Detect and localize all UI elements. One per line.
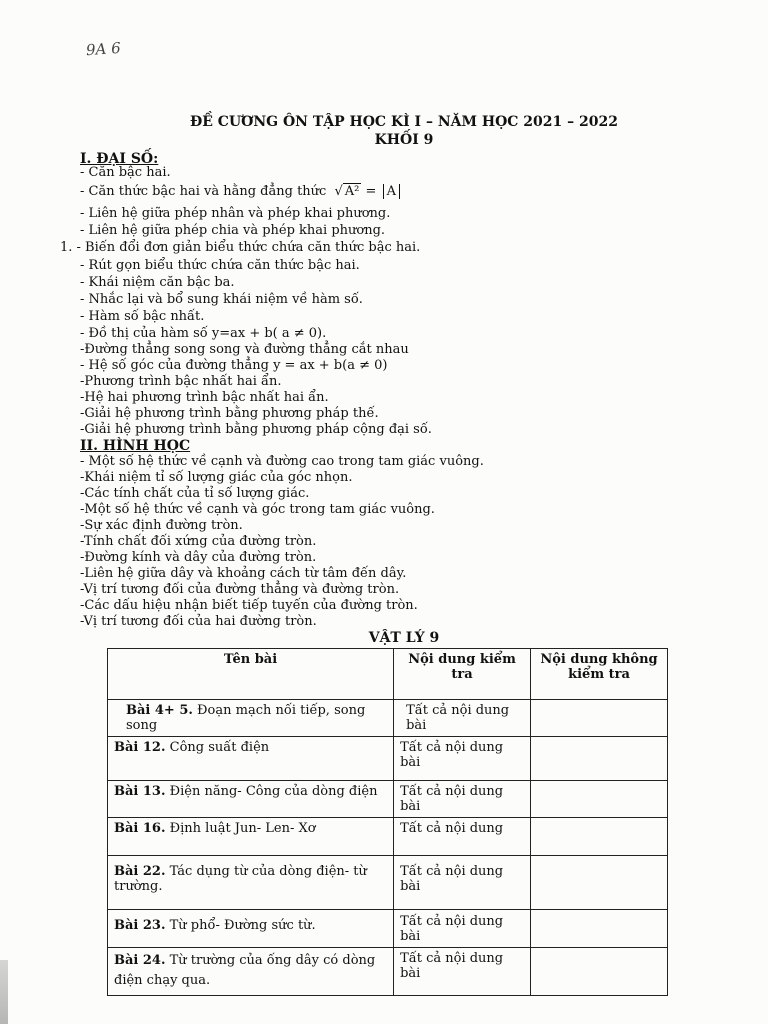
algebra-item-text: - Căn thức bậc hai và hằng đẳng thức <box>80 184 327 199</box>
table-row <box>108 737 668 781</box>
lesson-cell <box>108 818 394 856</box>
content-cell: Tất cả nội dung bài <box>394 700 531 737</box>
scan-edge <box>0 960 8 1024</box>
algebra-item: - Liên hệ giữa phép nhân và phép khai phương. <box>80 206 391 221</box>
document-subtitle: KHỐI 9 <box>374 132 434 148</box>
geometry-item: -Vị trí tương đối của đường thẳng và đường tròn. <box>80 582 400 597</box>
column-header: Nội dung không kiểm tra <box>531 649 668 700</box>
algebra-item: - Liên hệ giữa phép chia và phép khai phương. <box>80 223 386 238</box>
lesson-number: Bài 24. <box>114 953 166 968</box>
lesson-name: Định luật Jun- Len- Xơ <box>165 821 316 836</box>
lesson-cell <box>108 700 394 737</box>
lesson-number: Bài 22. <box>114 864 166 879</box>
algebra-item: 1. - Biến đổi đơn giản biểu thức chứa căn thức bậc hai. <box>60 240 421 255</box>
table-row <box>108 948 668 996</box>
algebra-item: - Nhắc lại và bổ sung khái niệm về hàm số. <box>80 292 363 307</box>
algebra-item: -Đường thẳng song song và đường thẳng cắt nhau <box>80 342 409 357</box>
geometry-item: - Một số hệ thức về cạnh và đường cao trong tam giác vuông. <box>80 454 484 469</box>
lesson-name: Tác dụng từ của dòng điện- từ trường. <box>114 864 367 894</box>
excluded-cell <box>531 700 668 737</box>
lesson-number: Bài 12. <box>114 740 166 755</box>
algebra-item: - Đồ thị của hàm số y=ax + b( a ≠ 0). <box>80 326 327 341</box>
lesson-name: Đoạn mạch nối tiếp, song song <box>126 703 366 733</box>
geometry-item: -Các dấu hiệu nhận biết tiếp tuyến của đường tròn. <box>80 598 418 613</box>
lesson-cell <box>108 781 394 818</box>
lesson-number: Bài 23. <box>114 918 166 933</box>
content-cell: Tất cả nội dung bài <box>394 948 531 996</box>
algebra-item: - Rút gọn biểu thức chứa căn thức bậc hai. <box>80 258 360 273</box>
table-row <box>108 781 668 818</box>
algebra-item: -Phương trình bậc nhất hai ẩn. <box>80 374 282 389</box>
lesson-number: Bài 16. <box>114 821 166 836</box>
table-header-row <box>108 649 668 700</box>
sqrt-radicand: A² <box>344 184 360 199</box>
table-row <box>108 856 668 910</box>
lesson-name: Từ trường của ống dây có dòng điện chạy qua. <box>114 953 376 988</box>
excluded-cell <box>531 910 668 948</box>
abs-formula: A <box>383 184 400 199</box>
lesson-cell <box>108 910 394 948</box>
formula-equals: = <box>365 184 377 199</box>
content-cell: Tất cả nội dung bài <box>394 737 531 781</box>
excluded-cell <box>531 856 668 910</box>
physics-table <box>107 648 668 996</box>
excluded-cell <box>531 781 668 818</box>
geometry-item: -Một số hệ thức về cạnh và góc trong tam giác vuông. <box>80 502 435 517</box>
geometry-item: -Các tính chất của tỉ số lượng giác. <box>80 486 310 501</box>
column-header: Nội dung kiểm tra <box>394 649 531 700</box>
geometry-item: -Đường kính và dây của đường tròn. <box>80 550 317 565</box>
lesson-name: Công suất điện <box>165 740 270 755</box>
table-row <box>108 818 668 856</box>
algebra-item: - Căn bậc hai. <box>80 165 171 180</box>
content-cell: Tất cả nội dung bài <box>394 910 531 948</box>
document-title: ĐỀ CƯƠNG ÔN TẬP HỌC KÌ I – NĂM HỌC 2021 – 2022 <box>190 114 618 130</box>
excluded-cell <box>531 737 668 781</box>
geometry-item: -Vị trí tương đối của hai đường tròn. <box>80 614 317 629</box>
geometry-item: -Sự xác định đường tròn. <box>80 518 243 533</box>
algebra-item: - Hệ số góc của đường thẳng y = ax + b(a ≠ 0) <box>80 358 388 373</box>
excluded-cell <box>531 948 668 996</box>
lesson-cell <box>108 856 394 910</box>
lesson-number: Bài 13. <box>114 784 166 799</box>
column-header: Tên bài <box>108 649 394 700</box>
excluded-cell <box>531 818 668 856</box>
geometry-item: -Tính chất đối xứng của đường tròn. <box>80 534 317 549</box>
lesson-cell <box>108 737 394 781</box>
content-cell: Tất cả nội dung <box>394 818 531 856</box>
lesson-name: Điện năng- Công của dòng điện <box>165 784 378 799</box>
algebra-item: -Giải hệ phương trình bằng phương pháp cộng đại số. <box>80 422 432 437</box>
handwritten-note: 9A 6 <box>85 38 122 60</box>
algebra-item <box>80 184 400 199</box>
algebra-item: - Khái niệm căn bậc ba. <box>80 275 235 290</box>
lesson-name: Từ phổ- Đường sức từ. <box>165 918 316 933</box>
algebra-item: -Hệ hai phương trình bậc nhất hai ẩn. <box>80 390 329 405</box>
algebra-item: -Giải hệ phương trình bằng phương pháp thế. <box>80 406 379 421</box>
algebra-item: - Hàm số bậc nhất. <box>80 309 205 324</box>
sqrt-formula: √ A² <box>334 184 360 199</box>
table-row <box>108 700 668 737</box>
content-cell: Tất cả nội dung bài <box>394 856 531 910</box>
lesson-cell <box>108 948 394 996</box>
table-row <box>108 910 668 948</box>
algebra-heading: I. ĐẠI SỐ: <box>80 151 159 167</box>
content-cell: Tất cả nội dung bài <box>394 781 531 818</box>
lesson-number: Bài 4+ 5. <box>126 703 193 718</box>
geometry-heading: II. HÌNH HỌC <box>80 438 191 454</box>
geometry-item: -Khái niệm tỉ số lượng giác của góc nhọn. <box>80 470 353 485</box>
geometry-item: -Liên hệ giữa dây và khoảng cách từ tâm đến dây. <box>80 566 407 581</box>
physics-title: VẬT LÝ 9 <box>368 630 440 646</box>
